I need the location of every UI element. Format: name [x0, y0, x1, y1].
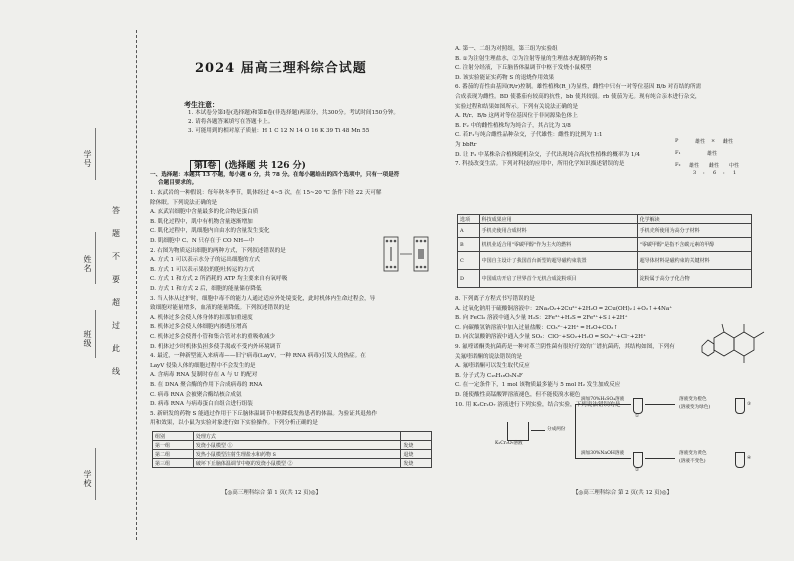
section-title: (选择题 共 126 分) — [224, 161, 306, 171]
table-header: 化学解读 — [637, 215, 751, 224]
binding-margin — [0, 0, 150, 561]
table-row — [458, 238, 752, 252]
binding-label-id: 学号 — [83, 150, 92, 168]
question-line: C. 机体过多会使肾小管和集合管对水的重吸收减少 — [150, 334, 276, 340]
tube-label: ② — [635, 468, 640, 473]
question-line: 6. 番茄的育性由基因(R/r)控制。雄性植株(R_)为显性，雌性中只有一对等位基因 B/b 对育结的所需 — [455, 84, 702, 91]
q10-flow-diagram — [495, 397, 775, 480]
section-instruction: 合题目要求的。 — [158, 180, 198, 186]
question-line: B. 方式 1 可以表示果胶的胞吐转运的方式 — [150, 266, 255, 273]
cross-parent: 雄性 — [695, 139, 706, 145]
binding-char: 超 — [112, 298, 120, 307]
flow-source: K₂Cr₂O₇溶液 — [495, 441, 523, 446]
exam-title: 2024 届高三理科综合试题 — [195, 61, 367, 76]
binding-field-name — [95, 232, 96, 284]
test-tube-icon — [735, 452, 745, 468]
table-cell: A — [458, 224, 480, 238]
question-line: B. 在 DNA 聚合酶的作用下合成病毒的 RNA — [150, 382, 263, 388]
question-line: D. 向次氯酸钠溶液中通入少量 SO₂：ClO⁻+SO₂+H₂O ═ SO₄²⁻+Cl⁻+2H⁺ — [455, 334, 646, 341]
cross-offspring: 中性 — [729, 163, 740, 169]
question-line: 1. 玄武岩的一种假说：每年秋冬季节，肌体经过 4~5 次，在 15~20 ℃ 条件下经 22 天可解 — [150, 190, 382, 196]
tube-label: ④ — [747, 456, 752, 461]
binding-char: 线 — [112, 367, 120, 376]
table-header: 科技成果应用 — [479, 215, 637, 224]
binding-char: 答 — [112, 206, 120, 215]
question-line: A. 机体过多会使人体身体的扣那加重速度 — [150, 314, 253, 321]
binding-char: 此 — [112, 344, 120, 353]
question-line: 2. 右图为物质运出细胞的两种方式，下列叙述错误的是 — [150, 247, 286, 254]
flow-branch-bottom — [575, 458, 631, 459]
flow-result: (溶液不变色) — [679, 459, 706, 464]
binding-field-class — [95, 310, 96, 358]
table-cell: 第二组 — [153, 450, 194, 459]
cross-label: P — [675, 138, 679, 144]
cross-ratio: 6 — [713, 170, 717, 176]
fluoroquinolone-structure — [700, 318, 775, 366]
question-line: 5. 新研发的药物 S 能通过作用于下丘脑体温调节中枢降低发热患者的体温。为验证其退热作 — [150, 410, 378, 417]
arrow-icon — [531, 430, 545, 431]
question-line: A. 含病毒 RNA 复制时存在 A 与 U 的配对 — [150, 372, 258, 379]
question-line: C. 在一定条件下，1 mol 该物质最多能与 5 mol H₂ 发生加成反应 — [455, 382, 621, 389]
flow-result: 溶液变为橙色 — [679, 397, 707, 402]
question-line: C. 注射分经液，下丘脑皆体温调节中枢于发烧小鼠模型 — [455, 65, 592, 72]
flow-branch-top — [575, 404, 631, 405]
binding-char: 题 — [112, 229, 120, 238]
beaker-icon — [507, 422, 529, 441]
question-line: C. 方式 1 和方式 2 所消耗的 ATP 均主要来自有氧呼吸 — [150, 276, 288, 283]
tube-label: ① — [635, 414, 640, 419]
question-line: D. 病毒 RNA 与病毒蛋白自组合进行组装 — [150, 401, 253, 408]
binding-field-id — [95, 128, 96, 180]
question-line: 9. 氟喹诺酮类抗菌药是一种对革兰阴性菌有很好疗效的广谱抗菌药，其结构如图，下列有 — [455, 344, 675, 350]
test-tube-icon — [633, 452, 643, 468]
table-cell: 淀粉属于高分子化合物 — [637, 270, 751, 288]
question-line: D. 方式 1 和方式 2 后，细胞的能量储存降低 — [150, 286, 262, 292]
q5-table — [152, 431, 432, 468]
tube-label: ③ — [747, 402, 752, 407]
question-line: A. 第一、二组为对照组，第三组为实验组 — [455, 46, 558, 52]
binding-char: 不 — [112, 252, 120, 261]
arrow-icon — [645, 404, 675, 405]
table-cell: 发热小鼠模型注射生理盐水和药物 S — [193, 450, 400, 459]
question-line: B. F₂ 中的雌性植株均为纯合子，其占比为 3/8 — [455, 122, 571, 129]
table-cell: 发烧 — [401, 459, 432, 468]
table-row — [458, 270, 752, 288]
test-tube-icon — [633, 398, 643, 414]
q7-table — [457, 214, 752, 288]
binding-label-class: 班级 — [83, 330, 92, 348]
notice-item: 2. 请将各题答案填写在答题卡上。 — [188, 119, 274, 125]
binding-label-school: 学校 — [83, 470, 92, 488]
cross-parent: 雌性 — [723, 139, 734, 145]
table-row — [153, 459, 432, 468]
question-line: D. 机体过少时机体负担多使手渴或不受内外环境调节 — [150, 343, 281, 350]
flow-result: 溶液变为黄色 — [679, 451, 707, 456]
table-row — [153, 441, 432, 450]
flow-split: 分成两份 — [547, 427, 566, 432]
question-line: 为 bbRr — [455, 142, 477, 148]
question-line: A. 方式 1 可以表示水分子的运出细胞的方式 — [150, 257, 260, 264]
table-header: 处理方式 — [193, 432, 400, 441]
question-line: A. 玄武岩细胞中含量最多的化合物是蛋白质 — [150, 209, 259, 216]
page-right — [455, 0, 790, 561]
flow-result: (溶液变为绿色) — [679, 405, 711, 410]
binding-char: 要 — [112, 275, 120, 284]
table-cell: 中国成功开启了世界首个无机合成淀粉项目 — [479, 270, 637, 288]
question-line: B. 向 FeCl₂ 溶液中通入少量 H₂S：2Fe³⁺+H₂S ═ 2Fe²⁺+S↓+2H⁺ — [455, 315, 628, 322]
page-footer-left: 【◎高三理科综合 第 1 页(共 12 页)◎】 — [222, 490, 322, 496]
notice-item: 1. 本试卷分第Ⅰ卷(选择题)和第Ⅱ卷(非选择题)两部分，共300分。考试时间150分钟。 — [188, 110, 400, 116]
cross-ratio: 1 — [733, 170, 737, 176]
section-label: 第Ⅰ卷 — [190, 160, 220, 172]
question-line: 合成表现为雌性。BD 使番茄有较高的抗性，bb 使其较弱。rb 使茄为无。现有纯合亲本进行杂交， — [455, 94, 701, 100]
binding-cut-line — [136, 30, 137, 540]
question-line: C. 病毒 RNA 会被聚合酶结核合成氨 — [150, 391, 242, 398]
table-cell: D — [458, 270, 480, 288]
question-line: D. 能使酸性高锰酸钾溶液褪色，但不能使溴水褪色 — [455, 392, 581, 398]
arrow-icon — [645, 458, 675, 459]
table-cell: B — [458, 238, 480, 252]
question-line: D. 该实验能证实药物 S 的退烧作用效果 — [455, 74, 555, 81]
question-line: C. 肌化过程中，肌细胞内自由水的含量发生变化 — [150, 228, 270, 235]
cross-label: F₁ — [675, 150, 681, 156]
question-line: 10. 用 K₂Cr₂O₇ 溶液进行下列实验，结合实验，下列说法错误的是 — [455, 401, 621, 408]
table-row — [458, 224, 752, 238]
question-line: B. 机体过多会使人体细胞内渗透压增高 — [150, 324, 248, 331]
table-cell: 发烧 — [401, 441, 432, 450]
table-cell: 超导体材料是磁约束的关键材料 — [637, 252, 751, 270]
test-tube-icon — [735, 398, 745, 414]
question-line: 实验过程和结果如图所示。下列有关说法正确的是 — [455, 103, 579, 110]
cross-ratio: : — [723, 170, 725, 176]
binding-char: 过 — [112, 321, 120, 330]
question-line: D. 让 F₂ 中某株杂合植株随机杂交，子代出现纯合高抗性植株的概率为 1/4 — [455, 151, 640, 158]
question-line: 3. 当人体从过护时，细胞中毒不的能力人通过适应外处境变化，此时机体内生命过程会，导 — [150, 295, 376, 302]
table-cell: 中国自主设计了我国首台新型的超导磁约束装置 — [479, 252, 637, 270]
notice-heading: 考生注意： — [184, 100, 219, 109]
cross-symbol: × — [711, 138, 716, 144]
flow-step: 滴加30%NaOH溶液 — [581, 451, 625, 456]
question-line: 除休眠。下列说法正确的是 — [150, 199, 218, 206]
question-line: 关氟喹诺酮的说法错误的是 — [455, 353, 523, 360]
question-line: 用和效果，以小鼠为实验对象进行如下实验操作。下列分析正确的是 — [150, 420, 318, 427]
binding-label-name: 姓名 — [83, 255, 92, 273]
table-cell: 第三组 — [153, 459, 194, 468]
question-line: LayV 侵染人体的细胞过程中不会发生的是 — [150, 362, 256, 369]
question-line: B. ①为注射生理盐水，②为注射等量的生理盐水配制的药物 S — [455, 55, 608, 62]
table-cell: 第一组 — [153, 441, 194, 450]
page-left — [150, 0, 450, 561]
flow-step: 滴加70%H₂SO₄溶液 — [581, 397, 625, 402]
table-cell: 手机壳所使用为高分子材料 — [637, 224, 751, 238]
cross-ratio: 3 — [693, 170, 697, 176]
table-header — [401, 432, 432, 441]
question-line: A. 氟喹诺酮可以发生取代反应 — [455, 363, 530, 370]
question-line: A. R/r、B/b 这两对等位基因位于非同源染色体上 — [455, 113, 578, 120]
table-cell: "零碳甲醇"是指不含碳元素的甲醇 — [637, 238, 751, 252]
table-cell: 发烧小鼠模型 ① — [193, 441, 400, 450]
question-line: 7. 科技改变生活。下列对科技的应用中，所用化学知识描述错误的是 — [455, 161, 625, 168]
page-footer-right: 【◎高三理科综合 第 2 页(共 12 页)◎】 — [573, 490, 673, 496]
table-cell: 破坏下丘脑体温调节中枢的发烧小鼠模型 ② — [193, 459, 400, 468]
question-line: D. 肌细胞中 C、N 只存在于 CO NH—中 — [150, 238, 255, 244]
flow-branch-line — [575, 404, 576, 458]
table-cell: 退烧 — [401, 450, 432, 459]
question-line: B. 肌化过程中，肌中有机物含量逐渐增加 — [150, 218, 253, 225]
cross-label: F₂ — [675, 162, 681, 168]
membrane-transport-figure — [378, 235, 438, 275]
table-cell: C — [458, 252, 480, 270]
question-line: A. 过氧化钠用于硫酸铜溶液中：2Na₂O₂+2Cu²⁺+2H₂O ═ 2Cu(OH)₂↓+O₂↑+4Na⁺ — [455, 305, 673, 312]
question-line: C. 向碳酸氢钠溶液中加入过量盐酸：CO₃²⁻+2H⁺ ═ H₂O+CO₂↑ — [455, 324, 619, 331]
cross-offspring: 雌性 — [709, 163, 720, 169]
cross-offspring: 雄性 — [689, 163, 700, 169]
table-cell: 手机壳使用合成材料 — [479, 224, 637, 238]
question-line: C. 若F₁与纯合雌性品种杂交，子代雄性：雌性的比例为 1:1 — [455, 132, 603, 139]
question-line: 致细胞对能量增多，血液的能量降低。下列叙述错误的是 — [150, 305, 290, 312]
cross-ratio: : — [703, 170, 705, 176]
section-instruction: 一、选择题：本题共 13 小题，每小题 6 分，共 78 分。在每小题给出的四个选项中，只有一项是符 — [150, 172, 400, 178]
table-row — [153, 450, 432, 459]
question-line: 8. 下列离子方程式书写错误的是 — [455, 296, 535, 302]
table-row — [458, 252, 752, 270]
question-line: 4. 最近，一种新型流入来病毒——旧宁病毒(LayV，一种 RNA 病毒)引发人的热症。在 — [150, 353, 366, 360]
question-line: B. 分子式为 C₁₆H₁₈O₃N₃F — [455, 372, 523, 379]
cross-offspring: 雄性 — [707, 151, 718, 157]
table-header: 选项 — [458, 215, 480, 224]
binding-field-school — [95, 448, 96, 500]
table-cell: 机机业适合用"零碳甲醇"作为主火的燃料 — [479, 238, 637, 252]
table-header: 组别 — [153, 432, 194, 441]
notice-item: 3. 可能用到的相对原子质量：H 1 C 12 N 14 O 16 K 39 Ti 48 Mn 55 — [188, 128, 370, 134]
section-heading — [190, 158, 306, 171]
